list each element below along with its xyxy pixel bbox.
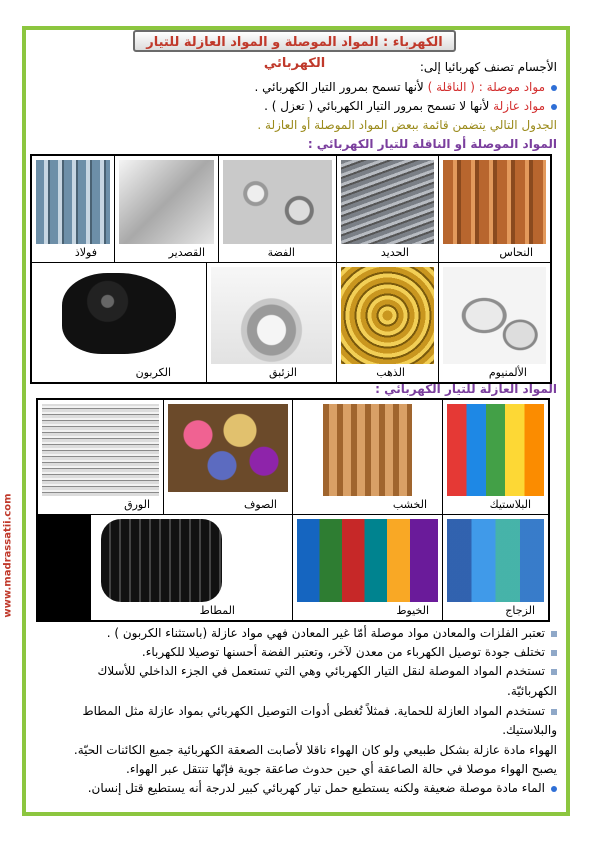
copper-image (443, 160, 546, 244)
note-2: تختلف جودة توصيل الكهرباء من معدن لآخر، وتعتبر الفضة أحسنها توصيلا للكهرباء. (142, 645, 557, 659)
wool-image (168, 404, 288, 492)
insulators-label: مواد عازلة (493, 99, 545, 113)
note-5: الهواء مادة عازلة بشكل طبيعي ولو كان الهواء ناقلا لأصابت الصعقة الكهربائية جميع الكائنات الحيّة. (73, 743, 557, 757)
bullet-icon (551, 631, 557, 637)
threads-image (297, 519, 438, 602)
cell-tin (115, 156, 218, 262)
rubber-tires-image (101, 519, 222, 602)
material-label: الذهب (373, 366, 408, 379)
intro-text: الأجسام تصنف كهربائيا إلى: (419, 60, 557, 74)
material-label: الزئبق (266, 366, 300, 379)
tin-foil-image (119, 160, 214, 244)
gold-image (341, 267, 434, 364)
cell-wood (293, 400, 442, 514)
cell-silver (219, 156, 336, 262)
insulators-grid (36, 398, 550, 622)
cell-iron (337, 156, 438, 262)
insulators-text: لأنها لا تسمح بمرور التيار الكهربائي ( تعزل ) . (264, 99, 490, 113)
steel-image (36, 160, 110, 244)
material-label: المطاط (197, 604, 238, 617)
cell-wool (164, 400, 292, 514)
note-7: الماء مادة موصلة ضعيفة ولكنه يستطيع حمل تيار كهربائي كبير لدرجة أنه يستطيع قتل إنسان. (88, 781, 557, 795)
glass-image (447, 519, 544, 602)
bullet-icon (551, 104, 557, 110)
material-label: الصوف (241, 498, 280, 511)
cell-aluminium (439, 263, 550, 382)
cell-gold (337, 263, 438, 382)
page-title: الكهرباء : المواد الموصلة و المواد العازلة للتيار الكهربائي (133, 30, 456, 52)
paper-image (42, 404, 159, 496)
cell-rubber (91, 515, 292, 620)
bullet-icon (551, 709, 557, 715)
cell-plastic (443, 400, 548, 514)
cell-paper (38, 400, 163, 514)
bullet-icon (551, 786, 557, 792)
note-4-cont: والبلاستيك. (502, 723, 557, 737)
bullet-icon (551, 650, 557, 656)
note-1: تعتبر الفلزات والمعادن مواد موصلة أمّا غير المعادن فهي مواد عازلة (باستثناء الكربون ) . (107, 626, 557, 640)
material-label: فولاذ (72, 246, 100, 259)
conductors-definition (254, 80, 557, 94)
mercury-image (211, 267, 332, 364)
conductors-heading: المواد الموصلة أو الناقلة للتيار الكهربائي : (307, 137, 557, 151)
insulators-definition (264, 99, 557, 113)
bullet-icon (551, 669, 557, 675)
table-note: الجدول التالي يتضمن قائمة ببعض المواد الموصلة أو العازلة . (257, 118, 557, 132)
material-label: الورق (121, 498, 153, 511)
material-label: الحديد (378, 246, 412, 259)
material-label: الخيوط (393, 604, 432, 617)
cell-carbon (32, 263, 206, 382)
cell-threads (293, 515, 442, 620)
cell-copper (439, 156, 550, 262)
material-label: الفضة (265, 246, 298, 259)
iron-image (341, 160, 434, 244)
bullet-icon (551, 85, 557, 91)
note-3: تستخدم المواد الموصلة لنقل التيار الكهربائي وهي التي تستعمل في الجزء الداخلي للأسلاك (97, 664, 557, 678)
note-4: تستخدم المواد العازلة للحماية. فمثلاً تُغطى أدوات التوصيل الكهربائي بمواد عازلة مثل المطاط (83, 704, 557, 718)
conductors-grid (30, 154, 552, 384)
insulators-heading: المواد العازلة للتيار الكهربائي : (375, 382, 557, 396)
aluminium-image (443, 267, 546, 364)
material-label: النحاس (496, 246, 536, 259)
cell-glass (443, 515, 548, 620)
material-label: الألمنيوم (486, 366, 530, 379)
cell-steel (32, 156, 114, 262)
carbon-image (62, 273, 176, 354)
material-label: الزجاج (502, 604, 538, 617)
plastic-image (447, 404, 544, 496)
watermark: www.madrassatii.com (2, 493, 14, 618)
material-label: الكربون (133, 366, 174, 379)
material-label: الخشب (390, 498, 430, 511)
cell-mercury (207, 263, 336, 382)
wood-image (323, 404, 412, 496)
conductors-text: لأنها تسمح بمرور التيار الكهربائي . (254, 80, 424, 94)
silver-image (223, 160, 332, 244)
note-6: يصبح الهواء موصلا في حالة الصاعقة أي حين حدوث صاعقة جوية فإنّها تنتقل عبر الهواء. (126, 762, 557, 776)
note-3-cont: الكهربائيّة. (507, 684, 557, 698)
conductors-label: مواد موصلة : ( الناقلة ) (427, 80, 545, 94)
material-label: القصدير (166, 246, 208, 259)
material-label: البلاستيك (487, 498, 534, 511)
